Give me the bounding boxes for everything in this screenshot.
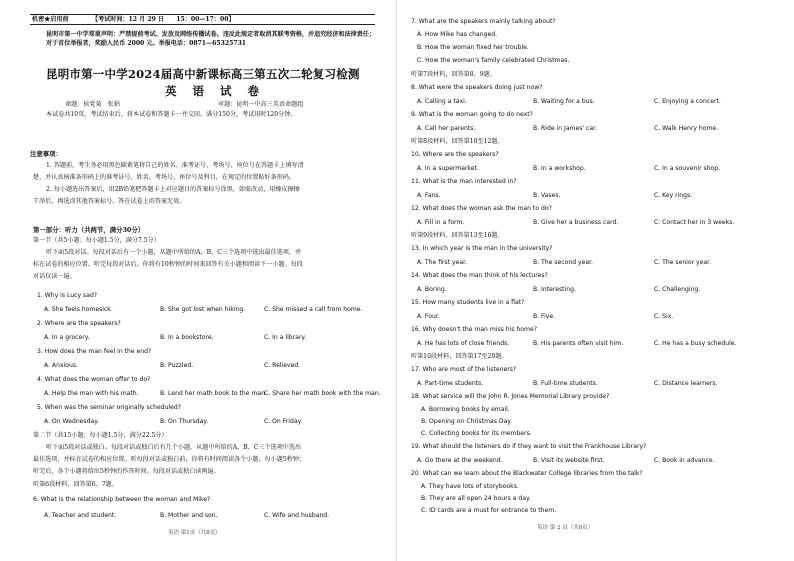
option-c[interactable]: C. She missed a call from home.: [264, 306, 363, 313]
part1-heading: 第一部分：听力（共两节，满分30分）: [33, 226, 145, 234]
option-b[interactable]: B. Waiting for a bus.: [533, 98, 595, 105]
option-b[interactable]: B. They are all open 24 hours a day.: [421, 495, 531, 502]
question-stem: 15. How many students live in a flat?: [411, 299, 525, 306]
question-stem: 19. What should the listeners do if they want to visit the Frankhouse Library?: [411, 443, 647, 450]
material-prompt: 听第6段材料，回答第6、7题。: [33, 481, 118, 488]
option-a[interactable]: A. Borrowing books by email.: [421, 406, 510, 413]
material-prompt: 听第10段材料，回答第17至20题。: [411, 353, 508, 360]
option-a[interactable]: A. In a grocery.: [44, 334, 90, 341]
option-a[interactable]: A. Four.: [417, 313, 440, 320]
option-a[interactable]: A. On Wednesday.: [44, 418, 99, 425]
footer-left: 英语·第1页（共8页）: [168, 530, 221, 536]
intro-text: 本试卷共10页。考试结束后，将本试卷和答题卡一并交回。满分150分，考试用时120分钟。: [46, 111, 297, 118]
note-1a: 1. 答题前，考生务必用黑色碳素笔将自己的姓名、准考证号、考场号、座位号在答题卡上填写清: [46, 162, 304, 169]
option-c[interactable]: C. Key rings.: [654, 192, 693, 199]
option-a[interactable]: A. Boring.: [417, 286, 447, 293]
authors: 命题：侯党菊 张娟: [65, 101, 120, 108]
sec1-instr-3: 对话仅读一遍。: [33, 273, 76, 280]
question-stem: 20. What can we learn about the Blackwater College libraries from the talk?: [411, 470, 643, 477]
material-prompt: 听第7段材料，回答第8、9题。: [411, 71, 496, 78]
option-b[interactable]: B. Visit its website first.: [533, 457, 605, 464]
notes-heading: 注意事项：: [30, 150, 62, 158]
option-c[interactable]: C. On Friday.: [264, 418, 303, 425]
option-c[interactable]: C. He has a busy schedule.: [654, 340, 737, 347]
option-c[interactable]: C. In a souvenir shop.: [654, 165, 721, 172]
option-b[interactable]: B. Ride in James' car.: [533, 125, 597, 132]
notice-text: 昆明市第一中学郑重声明：严禁提前考试、发放及网络传播试卷。违反此规定者取消其联考资格，并追究经济和法律责任；对于首位举报者，奖励人民币 2000 元。举报电话：0871—65325731: [46, 31, 376, 47]
sec2-instr-1: 听下面5段对话或独白。每段对话或独白后有几个小题，从题中所给的A、B、C三个选项中选出: [46, 444, 302, 451]
sec1-instr-1: 听下面5段对话。每段对话后有一个小题，从题中所给的A、B、C三个选项中选出最佳选项，并: [46, 249, 302, 256]
option-c[interactable]: C. Book in advance.: [654, 457, 715, 464]
option-a[interactable]: A. They have lots of storybooks.: [421, 483, 519, 490]
option-b[interactable]: B. Interesting.: [533, 286, 576, 293]
note-2a: 2. 每小题选出答案后，用2B铅笔把答题卡上对应题目的答案标号涂黑。如需改动，用橡皮擦擦: [46, 186, 300, 193]
option-c[interactable]: C. Six.: [654, 313, 674, 320]
option-b[interactable]: B. Five.: [533, 313, 556, 320]
option-b[interactable]: B. Puzzled.: [160, 362, 194, 369]
option-c[interactable]: C. Enjoying a concert.: [654, 98, 721, 105]
question-stem: 18. What service will the John R. Jones Memorial Library provide?: [411, 393, 610, 400]
material-prompt: 听第9段材料，回答第13至16题。: [411, 232, 504, 239]
option-a[interactable]: A. In a supermarket.: [417, 165, 479, 172]
option-a[interactable]: A. Calling a taxi.: [417, 98, 467, 105]
option-c[interactable]: C. Challenging.: [654, 286, 701, 293]
question-stem: 4. What does the woman offer to do?: [37, 376, 151, 383]
option-b[interactable]: B. On Thursday.: [160, 418, 209, 425]
option-b[interactable]: B. Give her a business card.: [533, 219, 619, 226]
option-b[interactable]: B. Lend her math book to the man.: [160, 390, 267, 397]
option-c[interactable]: C. The senior year.: [654, 259, 712, 266]
question-stem: 14. What does the man think of his lectures?: [411, 272, 548, 279]
note-1b: 楚，并认真核准条形码上的准考证号、姓名、考场号、座位号及科目，在规定的位置贴好条形码。: [33, 174, 296, 181]
question-stem: 3. How does the man feel in the end?: [37, 348, 152, 355]
question-stem: 11. What is the man interested in?: [411, 178, 517, 185]
option-a[interactable]: A. He has lots of close friends.: [417, 340, 510, 347]
option-c[interactable]: C. Collecting books for its members.: [421, 430, 532, 437]
question-stem: 13. In which year is the man in the university?: [411, 245, 553, 252]
secret-label: 机密★启用前: [32, 16, 69, 23]
option-a[interactable]: A. The first year.: [417, 259, 468, 266]
option-c[interactable]: C. Distance learners.: [654, 380, 718, 387]
option-b[interactable]: B. The second year.: [533, 259, 593, 266]
page-title: 昆明市第一中学2024届高中新课标高三第五次二轮复习检测: [46, 67, 360, 81]
sec2-instr-3: 听完后，各个小题将给出5秒钟的作答时间。每段对话或独白读两遍。: [33, 468, 220, 475]
sec1-heading: 第一节（共5小题；每小题1.5分，满分7.5分）: [33, 237, 160, 244]
page-right: [397, 0, 794, 561]
option-a[interactable]: A. Help the man with his math.: [44, 390, 139, 397]
sec1-instr-2: 标在试卷的相应位置。听完每段对话后，你将有10秒钟的时间来回答有关小题和阅读下一小题。每段: [33, 261, 303, 268]
sec2-instr-2: 最佳选项，并标在试卷的相应位置。听每段对话或独白前，你将有时间阅读各个小题，每小题5秒钟；: [33, 456, 306, 463]
option-a[interactable]: A. Fans.: [417, 192, 441, 199]
option-c[interactable]: C. ID cards are a must for entrance to them.: [421, 507, 557, 514]
option-c[interactable]: C. Relieved.: [264, 362, 301, 369]
option-b[interactable]: B. His parents often visit him.: [533, 340, 624, 347]
option-a[interactable]: A. She feels homesick.: [44, 306, 113, 313]
question-stem: 16. Why doesn't the man miss his home?: [411, 326, 537, 333]
page-subtitle: 英 语 试 卷: [165, 84, 266, 98]
question-stem: 1. Why is Lucy sad?: [37, 292, 98, 299]
option-c[interactable]: C. In a library.: [264, 334, 307, 341]
option-c[interactable]: C. Contact her in 3 weeks.: [654, 219, 735, 226]
option-a[interactable]: A. Anxious.: [44, 362, 78, 369]
question-stem: 8. What were the speakers doing just now?: [411, 84, 543, 91]
option-a[interactable]: A. Teacher and student.: [44, 512, 117, 519]
question-stem: 10. Where are the speakers?: [411, 151, 499, 158]
option-c[interactable]: C. Share her math book with the man.: [264, 390, 381, 397]
option-b[interactable]: B. Full-time students.: [533, 380, 598, 387]
option-b[interactable]: B. In a workshop.: [533, 165, 586, 172]
question-stem: 9. What is the woman going to do next?: [411, 111, 533, 118]
option-b[interactable]: B. She got lost when hiking.: [160, 306, 246, 313]
note-2b: 干净后，再选涂其他答案标号。答在试卷上的答案无效。: [33, 198, 186, 205]
option-a[interactable]: A. Fill in a form.: [417, 219, 465, 226]
option-c[interactable]: C. Walk Henry home.: [654, 125, 719, 132]
question-stem: 17. Who are most of the listeners?: [411, 366, 517, 373]
option-b[interactable]: B. Opening on Christmas Day.: [421, 418, 512, 425]
question-stem: 12. What does the woman ask the man to do?: [411, 205, 552, 212]
option-a[interactable]: A. How Mike has changed.: [417, 31, 498, 38]
footer-right: 英语·第 2 页（共8页）: [537, 525, 594, 531]
option-a[interactable]: A. Call her parents.: [417, 125, 476, 132]
material-prompt: 听第8段材料，回答第10至12题。: [411, 138, 504, 145]
sec2-heading: 第二节（共15小题；每小题1.5分，满分22.5分）: [33, 432, 168, 439]
question-stem: 2. Where are the speakers?: [37, 320, 121, 327]
option-b[interactable]: B. Mother and son.: [160, 512, 218, 519]
option-a[interactable]: A. Part-time students.: [417, 380, 484, 387]
exam-time: 【考试时间：12 月 29 日 15：00—17：00】: [92, 16, 235, 23]
reviewer: 审题：昆明一中高三英语命题组: [218, 101, 304, 108]
question-stem: 7. What are the speakers mainly talking about?: [411, 18, 556, 25]
option-b[interactable]: B. In a bookstore.: [160, 334, 214, 341]
option-c[interactable]: C. Wife and husband.: [264, 512, 330, 519]
option-c[interactable]: C. How the woman's family celebrated Christmas.: [417, 57, 570, 64]
question-stem: 6. What is the relationship between the woman and Mike?: [33, 496, 211, 503]
option-a[interactable]: A. Go there at the weekend.: [417, 457, 503, 464]
option-b[interactable]: B. How the woman fixed her trouble.: [417, 44, 529, 51]
option-b[interactable]: B. Vases.: [533, 192, 561, 199]
question-stem: 5. When was the seminar originally scheduled?: [37, 404, 181, 411]
